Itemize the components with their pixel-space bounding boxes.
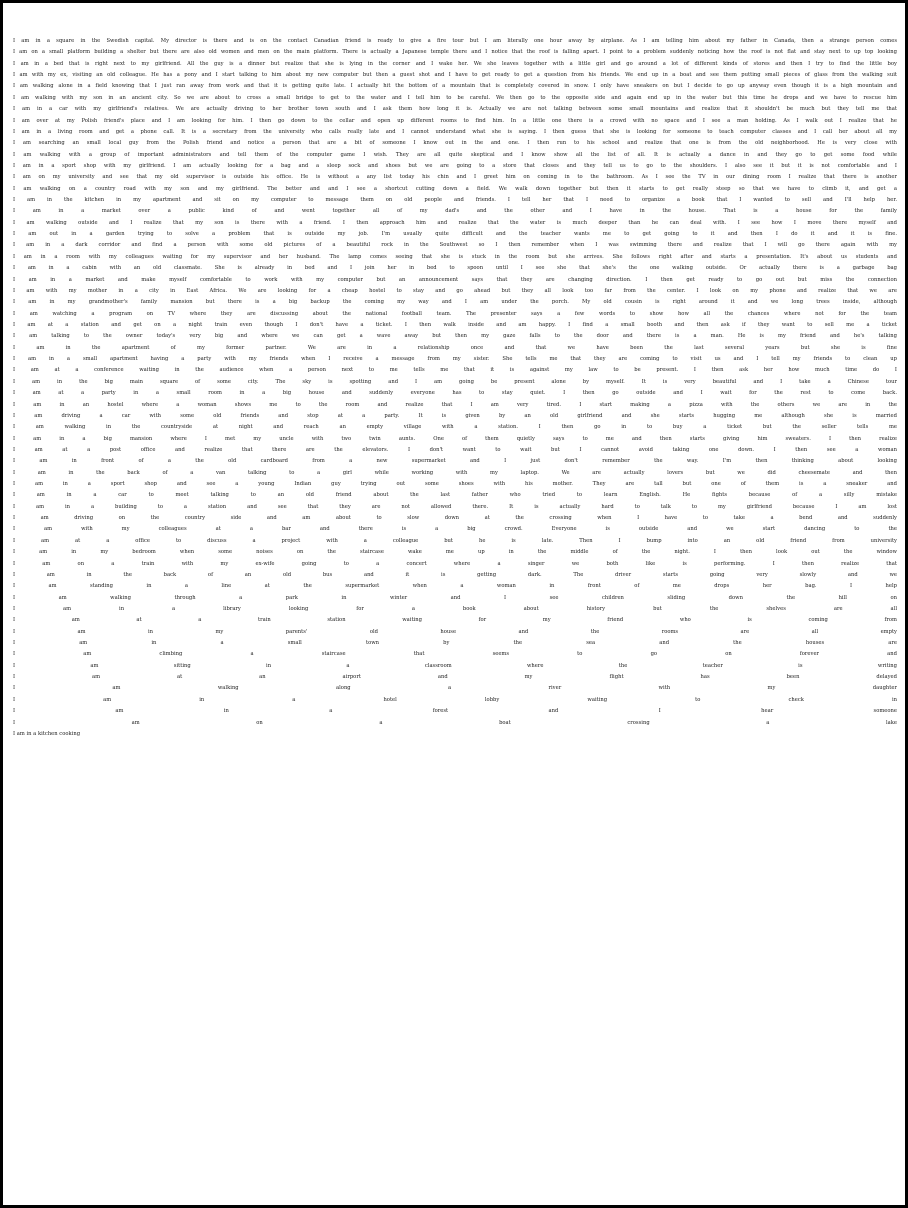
- text-line: I am over at my Polish friend's place and I am looking for him. I then go down to the cellar and open up different rooms to find him. In a little one there is a crowd with no space and I see a man holding. As I walk out I realize that he: [13, 117, 897, 124]
- text-line: I am in a building to a station and see that they are not allowed there. It is actually hard to talk to my girlfriend because I am lost: [13, 503, 897, 510]
- text-line: I am in a market and make myself comfortable to work with my computer but an announcement says that they are changing direction. I then get ready to go out but miss the connection: [13, 276, 897, 283]
- text-body: [13, 36, 897, 740]
- text-line: I am driving a car with some old friends and stop at a party. It is given by an old girlfriend and she starts hugging me although she is married: [13, 412, 897, 419]
- text-line: I am in my parents' old house and the rooms are all empty: [13, 628, 897, 635]
- text-line: I am at a conference waiting in the audience when a person next to me tells me that it is against my law to be present. I then ask her how much time do I: [13, 367, 897, 374]
- text-line: I am in my bedroom when some noises on the staircase wake me up in the middle of the night. I then look out the window: [13, 549, 897, 556]
- text-line: I am in a small apartment having a party with my friends when I receive a message from my sister. She tells me that they are coming to visit us and I tell my friends to clean up: [13, 356, 897, 363]
- text-line: I am in the apartment of my former partner. We are in a relationship once and that we have been the last several years but she is fine: [13, 344, 897, 351]
- text-line: I am in a hotel lobby waiting to check in: [13, 696, 897, 703]
- text-line: I am in front of a the old cardboard from a new supermarket and I just don't remember the way. I'm then thinking about looking: [13, 458, 897, 465]
- document-page: [3, 3, 905, 1205]
- text-line: I am at a party in a small room in a big house and suddenly everyone has to stay quiet. I then go outside and I wait for the rest to come back.: [13, 390, 897, 397]
- text-line: I am walking with a group of important administrators and tell them of the computer game I wish. They are all quite skeptical and I know show all the list of all. It is actually a dance in and they go to get some food while: [13, 151, 897, 158]
- text-line: I am in a living room and get a phone call. It is a secretary from the university who calls really late and I cannot understand what she is saying. I then guess that she is looking for someone to teach computer classes and I call her about all my: [13, 128, 897, 135]
- text-line: I am in a market over a public kind of and went together all of my dad's and the other and I have in the house. That is a house for the family: [13, 208, 897, 215]
- text-line: I am out in a garden trying to solve a problem that is outside my job. I'm usually quite difficult and the teacher wants me to get going to it and then I do it and it is fine.: [13, 231, 897, 238]
- text-line: I am walking on a country road with my son and my girlfriend. The better and and I see a shortcut cutting down a field. We walk down together but then it starts to get really steep so that we have to climb it, and get a: [13, 185, 897, 192]
- text-line: I am in a sport shop and see a young Indian guy trying out some shoes with his mother. They are tall but one of them is a sneaker and: [13, 481, 897, 488]
- text-line: I am walking through a park in winter and I see children sliding down the hill on: [13, 594, 897, 601]
- text-line: I am in a square in the Swedish capital. My director is there and is on the contact Canadian friend is ready to give a fire tour but I am literally one hour away by airplane. As I am telling him about my father in Canada, then a strange person comes: [13, 38, 897, 44]
- text-line: I am talking to the owner today's very big and where we can get a wave away but then my gaze falls to the door and there is a man. He is my friend and he's talking: [13, 333, 897, 340]
- text-line: I am in a car with my girlfriend's relatives. We are actually driving to her brother town south and I ask them how long it is. Actually we are not talking between some small mountains and realize that it shouldn't be much but they tell me that: [13, 106, 897, 113]
- text-line: I am sitting in a classroom where the teacher is writing: [13, 662, 897, 669]
- text-line: I am in my grandmother's family mansion but there is a big backup the coming my way and I am under the porch. My old cousin is right around it and we long trees inside, although: [13, 299, 897, 306]
- text-line: I am in a sport shop with my girlfriend. I am actually looking for a bag and a sleep sock and shoes but we are going to a store that closes and they tell us to go to the shoulders. I also see it but it is not comfortable and I: [13, 162, 897, 169]
- text-line: I am in a car to meet talking to an old friend about the last father who tried to learn English. He fights because of a silly mistake: [13, 492, 897, 499]
- text-line: I am with my mother in a city in East Africa. We are looking for a cheap hostel to stay and go ahead but they all look too far from the center. I look on my phone and realize that we are: [13, 287, 897, 294]
- text-line: I am with my ex, visiting an old colleague. He has a pony and I start talking to him about my new computer but then a guest shot and I have to get ready to get a question from his friends. We end up in a boat and see them putting small pieces of glass from the walking suit: [13, 72, 897, 79]
- text-line: I am at a post office and realize that there are the elevators. I don't want to wait but I cannot avoid taking one down. I then see a woman: [13, 446, 897, 453]
- text-line: I am in a dark corridor and find a person with some old pictures of a beautiful rock in the Southwest so I then remember when I was swimming there and realize that I will go there again with my: [13, 242, 897, 249]
- text-line: I am with my colleagues at a bar and there is a big crowd. Everyone is outside and we start dancing to the: [13, 526, 897, 533]
- text-line: I am in the back of a van talking to a girl while working with my laptop. We are actually lovers but we did cheesemate and then: [13, 469, 897, 476]
- text-line: I am in a forest and I hear someone: [13, 708, 897, 715]
- text-line: I am in a kitchen cooking: [13, 730, 81, 737]
- text-line: I am on a small platform building a shelter but there are also old women and men on the main platform. There is actually a Japanese temple there and I notice that the roof is falling apart. I point to a problem suddenly noticing how the roof is not flat and stay next to up top looking: [13, 49, 897, 56]
- text-line: I am in the back of an old bus and it is getting dark. The driver starts going very slowly and we: [13, 571, 897, 578]
- text-line: I am in a cabin with an old classmate. She is already in bed and I join her in bed to spoon until I see she that she's the one walking outside. Or actually there is a garbage bag: [13, 265, 897, 272]
- text-line: I am in a small town by the sea and the houses are: [13, 640, 897, 647]
- text-line: I am walking with my son in an ancient city. So we are about to cross a small bridge to get to the water and I tell him to be careful. We then go to the opposite side and again end up in the water but this time he drops and we have to rescue him: [13, 94, 897, 101]
- text-line: I am walking along a river with my daughter: [13, 685, 897, 692]
- text-line: I am at a train station waiting for my friend who is coming from: [13, 617, 897, 624]
- text-line: I am in an hostel where a woman shows me to the room and realize that I am very tired. I start making a pizza with the others we are in the: [13, 401, 897, 408]
- text-line: I am in a room with my colleagues waiting for my supervisor and her husband. The lamp comes seeing that she is stuck in the room but she arrives. She follows right after and starts a presentation. It's about us students and: [13, 253, 897, 260]
- text-line: I am standing in a line at the supermarket when a woman in front of me drops her bag. I help: [13, 583, 897, 590]
- text-line: I am at a station and get on a night train even though I don't have a ticket. I then walk inside and am happy. I find a small booth and then ask if they want to sell me a ticket: [13, 321, 897, 328]
- text-line: I am in a big mansion where I met my uncle with two twin aunts. One of them quietly says to me and then starts giving him sweaters. I then realize: [13, 435, 897, 442]
- text-line: I am climbing a staircase that seems to go on forever and: [13, 651, 897, 658]
- text-line: I am at an airport and my flight has been delayed: [13, 674, 897, 681]
- text-line: I am driving on the country side and am about to slow down at the crossing when I have to take a bend and suddenly: [13, 515, 897, 522]
- text-line: I am on a boat crossing a lake: [13, 719, 897, 726]
- text-line: I am watching a program on TV where they are discussing about the national football team. The presenter says a few words to show how all the chances where not for the team: [13, 310, 897, 317]
- text-line: I am walking in the countryside at night and reach an empty village with a station. I then go in to buy a ticket but the seller tells me: [13, 424, 897, 431]
- text-line: I am searching an small local guy from the Polish friend and notice a person that are a bit of someone I know out in the and one. I then run to his school and realize that one is from the old neighborhood. He is very close with: [13, 140, 897, 147]
- text-line: I am in a library looking for a book about history but the shelves are all: [13, 605, 897, 612]
- text-line: I am walking outside and I realize that my son is there with a friend. I then approach him and realize that the water is much deeper than he can deal with. I see how I move there myself and: [13, 219, 897, 226]
- text-line: I am in a bed that is right next to my girlfriend. All the guy is a dinner but realize that she is lying in the corner and I wake her. We she leaves together with a little girl and go around a lot of different kinds of stores and then I try to find the little boy: [13, 60, 897, 67]
- text-line: I am in the kitchen in my apartment and sit on my computer to message them on old people and friends. I tell her that I need to organize a book that I wanted to sell and I'll help her.: [13, 197, 897, 204]
- text-line: I am in the big main square of some city. The sky is spotting and I am going be present alone by myself. It is very beautiful and I take a Chinese tour: [13, 378, 897, 385]
- text-line: I am on my university and see that my old supervisor is outside his office. He is without a any list today his chin and I greet him on coming in to the bathroom. As I see the TV in our dining room I realize that there is another: [13, 174, 897, 181]
- text-line: I am at a office to discuss a project with a colleague but he is late. Then I bump into an old friend from university: [13, 537, 897, 544]
- text-line: I am walking alone in a field knowing that I just ran away from work and that it is getting quite late. I actually hit the bottom of a mountain that is completely covered in snow. I only have sneakers on but I decide to go up anyway even though it is a high mountain and: [13, 83, 897, 90]
- text-line: I am on a train with my ex-wife going to a concert where a singer we both like is performing. I then realize that: [13, 560, 897, 567]
